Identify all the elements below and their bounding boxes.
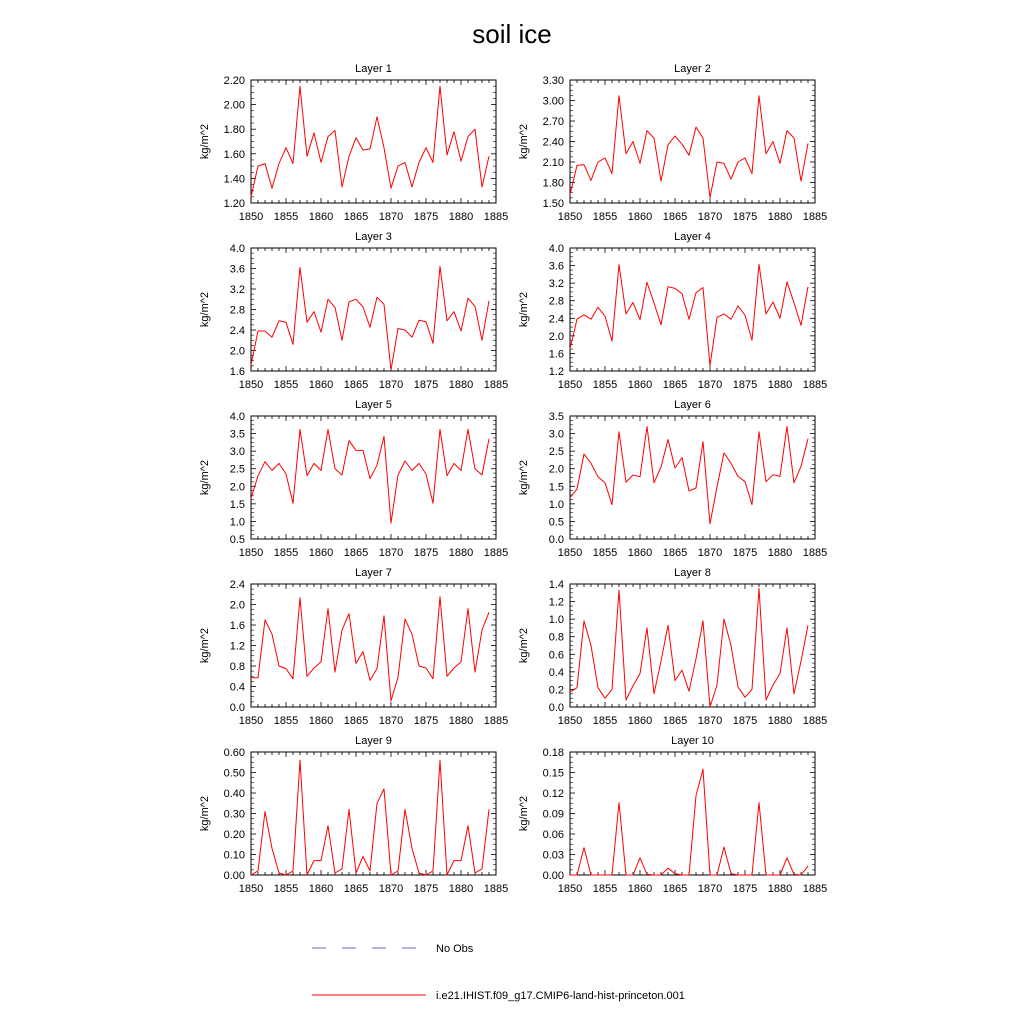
y-axis-label: kg/m^2: [518, 291, 530, 328]
x-tick-label: 1850: [238, 379, 264, 391]
x-tick-label: 1880: [448, 547, 474, 559]
series-line: [251, 760, 489, 875]
x-tick-label: 1870: [378, 547, 404, 559]
x-tick-label: 1870: [697, 379, 723, 391]
y-tick-label: 1.2: [548, 366, 564, 378]
plot-frame: [570, 584, 815, 707]
y-tick-label: 1.2: [229, 640, 245, 653]
series-line: [570, 96, 808, 198]
y-axis-label: kg/m^2: [199, 291, 211, 328]
panel-layer-3: [199, 231, 508, 391]
legend-no-obs-label: No Obs: [436, 943, 474, 955]
y-tick-label: 0.15: [542, 767, 564, 780]
y-tick-label: 2.00: [223, 99, 245, 112]
x-tick-label: 1870: [697, 211, 723, 223]
x-tick-label: 1855: [273, 883, 299, 895]
y-tick-label: 3.30: [542, 75, 564, 87]
panel-title: Layer 4: [674, 231, 711, 243]
x-tick-label: 1875: [732, 379, 758, 391]
plot-frame: [251, 752, 496, 875]
x-tick-label: 1865: [343, 379, 369, 391]
panel-grid: [199, 63, 827, 895]
legend: [312, 943, 685, 1002]
y-tick-label: 0.30: [223, 808, 245, 821]
y-tick-label: 2.8: [229, 304, 245, 317]
y-tick-label: 0.18: [542, 747, 564, 759]
y-tick-label: 2.5: [229, 463, 245, 476]
series-line: [570, 769, 808, 875]
series-line: [251, 597, 489, 701]
x-tick-label: 1865: [343, 211, 369, 223]
panel-layer-7: [199, 567, 508, 727]
x-tick-label: 1855: [592, 211, 618, 223]
panel-title: Layer 5: [355, 399, 392, 411]
plot-frame: [251, 248, 496, 371]
x-tick-label: 1875: [732, 883, 758, 895]
y-tick-label: 0.20: [223, 829, 245, 841]
x-tick-label: 1870: [378, 715, 404, 727]
x-tick-label: 1870: [697, 547, 723, 559]
x-tick-label: 1875: [732, 211, 758, 223]
y-tick-label: 0.6: [548, 649, 564, 662]
series-line: [251, 86, 489, 197]
x-tick-label: 1860: [308, 883, 334, 895]
plot-frame: [251, 80, 496, 203]
y-tick-label: 2.0: [229, 599, 245, 612]
panel-layer-8: [518, 567, 827, 727]
x-tick-label: 1850: [557, 211, 583, 223]
y-axis-label: kg/m^2: [518, 795, 530, 832]
panel-title: Layer 8: [674, 567, 711, 579]
y-tick-label: 1.6: [548, 348, 564, 361]
y-tick-label: 3.00: [542, 95, 564, 108]
y-tick-label: 1.40: [223, 173, 245, 186]
y-tick-label: 4.0: [229, 243, 245, 255]
x-tick-label: 1885: [483, 547, 509, 559]
panel-layer-2: [518, 63, 827, 223]
y-tick-label: 0.4: [548, 666, 564, 679]
y-tick-label: 2.5: [548, 446, 564, 459]
y-axis-label: kg/m^2: [518, 123, 530, 160]
panel-layer-6: [518, 399, 827, 559]
x-tick-label: 1885: [802, 547, 828, 559]
y-tick-label: 0.50: [223, 767, 245, 780]
x-tick-label: 1855: [592, 379, 618, 391]
plot-frame: [251, 584, 496, 707]
x-tick-label: 1880: [448, 211, 474, 223]
y-tick-label: 3.2: [548, 278, 564, 291]
y-tick-label: 2.4: [229, 579, 245, 591]
plot-frame: [570, 416, 815, 539]
x-tick-label: 1875: [413, 211, 439, 223]
x-tick-label: 1860: [308, 715, 334, 727]
y-tick-label: 0.10: [223, 849, 245, 862]
y-tick-label: 0.5: [229, 534, 245, 546]
y-tick-label: 1.5: [229, 498, 245, 511]
y-tick-label: 2.10: [542, 157, 564, 169]
y-tick-label: 1.60: [223, 148, 245, 161]
y-tick-label: 2.20: [223, 75, 245, 87]
panel-layer-5: [199, 399, 508, 559]
x-tick-label: 1875: [413, 883, 439, 895]
x-tick-label: 1865: [662, 715, 688, 727]
y-tick-label: 1.5: [548, 481, 564, 494]
x-tick-label: 1850: [557, 547, 583, 559]
plot-frame: [251, 416, 496, 539]
y-tick-label: 3.5: [548, 411, 564, 423]
y-tick-label: 1.2: [548, 596, 564, 609]
x-tick-label: 1885: [483, 379, 509, 391]
y-tick-label: 0.0: [548, 534, 564, 546]
panel-title: Layer 2: [674, 63, 711, 75]
x-tick-label: 1865: [662, 883, 688, 895]
y-tick-label: 3.0: [548, 428, 564, 441]
y-tick-label: 1.0: [548, 498, 564, 511]
x-tick-label: 1865: [343, 547, 369, 559]
legend-series-label: i.e21.IHIST.f09_g17.CMIP6-land-hist-princeton.001: [436, 990, 685, 1002]
panel-title: Layer 6: [674, 399, 711, 411]
y-tick-label: 0.5: [548, 516, 564, 529]
x-tick-label: 1860: [627, 883, 653, 895]
series-line: [251, 266, 489, 370]
y-tick-label: 2.0: [229, 481, 245, 494]
panel-layer-1: [199, 63, 508, 223]
y-tick-label: 0.09: [542, 808, 564, 821]
x-tick-label: 1875: [732, 715, 758, 727]
y-tick-label: 1.0: [548, 614, 564, 627]
x-tick-label: 1885: [802, 211, 828, 223]
series-line: [570, 264, 808, 365]
y-tick-label: 2.4: [229, 325, 245, 337]
panel-layer-10: [518, 735, 827, 895]
y-axis-label: kg/m^2: [199, 795, 211, 832]
panel-title: Layer 10: [671, 735, 714, 747]
x-tick-label: 1880: [448, 883, 474, 895]
x-tick-label: 1875: [413, 379, 439, 391]
x-tick-label: 1880: [767, 715, 793, 727]
x-tick-label: 1865: [662, 211, 688, 223]
y-axis-label: kg/m^2: [199, 627, 211, 664]
x-tick-label: 1860: [627, 547, 653, 559]
y-tick-label: 0.03: [542, 849, 564, 862]
x-tick-label: 1875: [413, 715, 439, 727]
x-tick-label: 1865: [662, 547, 688, 559]
y-tick-label: 0.2: [548, 684, 564, 697]
y-tick-label: 3.0: [229, 446, 245, 459]
x-tick-label: 1860: [308, 547, 334, 559]
x-tick-label: 1870: [378, 379, 404, 391]
x-tick-label: 1855: [592, 715, 618, 727]
x-tick-label: 1870: [378, 211, 404, 223]
y-tick-label: 1.80: [542, 177, 564, 190]
y-tick-label: 1.0: [229, 516, 245, 529]
panel-title: Layer 7: [355, 567, 392, 579]
x-tick-label: 1850: [557, 715, 583, 727]
x-tick-label: 1870: [697, 715, 723, 727]
x-tick-label: 1865: [343, 715, 369, 727]
x-tick-label: 1885: [802, 379, 828, 391]
x-tick-label: 1850: [238, 211, 264, 223]
x-tick-label: 1870: [378, 883, 404, 895]
x-tick-label: 1850: [557, 379, 583, 391]
x-tick-label: 1880: [448, 379, 474, 391]
y-tick-label: 0.8: [229, 661, 245, 673]
x-tick-label: 1850: [238, 715, 264, 727]
y-tick-label: 0.8: [548, 631, 564, 644]
y-tick-label: 2.40: [542, 136, 564, 149]
y-tick-label: 2.0: [229, 345, 245, 358]
x-tick-label: 1855: [273, 715, 299, 727]
y-tick-label: 1.50: [542, 198, 564, 210]
y-tick-label: 2.0: [548, 330, 564, 343]
y-tick-label: 1.6: [229, 366, 245, 378]
figure-title: soil ice: [472, 19, 552, 49]
y-tick-label: 0.00: [542, 870, 564, 882]
x-tick-label: 1855: [273, 211, 299, 223]
x-tick-label: 1860: [308, 211, 334, 223]
x-tick-label: 1850: [238, 547, 264, 559]
x-tick-label: 1855: [592, 883, 618, 895]
y-tick-label: 0.4: [229, 681, 245, 694]
y-tick-label: 2.0: [548, 463, 564, 476]
x-tick-label: 1885: [483, 211, 509, 223]
y-tick-label: 3.6: [229, 263, 245, 276]
plot-frame: [570, 248, 815, 371]
x-tick-label: 1850: [557, 883, 583, 895]
x-tick-label: 1855: [592, 547, 618, 559]
series-line: [251, 429, 489, 523]
panel-title: Layer 9: [355, 735, 392, 747]
y-tick-label: 4.0: [229, 411, 245, 423]
x-tick-label: 1860: [308, 379, 334, 391]
y-tick-label: 0.06: [542, 829, 564, 841]
x-tick-label: 1860: [627, 211, 653, 223]
x-tick-label: 1875: [413, 547, 439, 559]
y-tick-label: 1.80: [223, 124, 245, 137]
y-tick-label: 3.6: [548, 260, 564, 273]
plot-frame: [570, 752, 815, 875]
x-tick-label: 1880: [767, 883, 793, 895]
x-tick-label: 1885: [802, 883, 828, 895]
x-tick-label: 1850: [238, 883, 264, 895]
x-tick-label: 1865: [343, 883, 369, 895]
x-tick-label: 1880: [767, 379, 793, 391]
y-tick-label: 2.4: [548, 313, 564, 326]
x-tick-label: 1885: [483, 883, 509, 895]
x-tick-label: 1885: [802, 715, 828, 727]
y-tick-label: 2.8: [548, 295, 564, 308]
y-tick-label: 0.0: [548, 702, 564, 714]
series-line: [570, 588, 808, 707]
x-tick-label: 1860: [627, 379, 653, 391]
y-axis-label: kg/m^2: [518, 627, 530, 664]
panel-layer-9: [199, 735, 508, 895]
y-tick-label: 1.4: [548, 579, 564, 591]
x-tick-label: 1885: [483, 715, 509, 727]
y-tick-label: 0.00: [223, 870, 245, 882]
y-tick-label: 0.0: [229, 702, 245, 714]
panel-title: Layer 1: [355, 63, 392, 75]
x-tick-label: 1855: [273, 547, 299, 559]
y-tick-label: 0.60: [223, 747, 245, 759]
y-tick-label: 4.0: [548, 243, 564, 255]
y-axis-label: kg/m^2: [199, 123, 211, 160]
y-tick-label: 3.2: [229, 284, 245, 296]
x-tick-label: 1880: [448, 715, 474, 727]
x-tick-label: 1870: [697, 883, 723, 895]
y-tick-label: 0.40: [223, 788, 245, 800]
x-tick-label: 1855: [273, 379, 299, 391]
x-tick-label: 1880: [767, 547, 793, 559]
y-tick-label: 3.5: [229, 428, 245, 441]
x-tick-label: 1860: [627, 715, 653, 727]
y-tick-label: 2.70: [542, 116, 564, 128]
y-tick-label: 1.20: [223, 198, 245, 210]
series-line: [570, 427, 808, 524]
y-tick-label: 0.12: [542, 788, 564, 800]
panel-title: Layer 3: [355, 231, 392, 243]
y-axis-label: kg/m^2: [518, 459, 530, 496]
x-tick-label: 1875: [732, 547, 758, 559]
panel-layer-4: [518, 231, 827, 391]
y-tick-label: 1.6: [229, 620, 245, 632]
x-tick-label: 1880: [767, 211, 793, 223]
y-axis-label: kg/m^2: [199, 459, 211, 496]
x-tick-label: 1865: [662, 379, 688, 391]
